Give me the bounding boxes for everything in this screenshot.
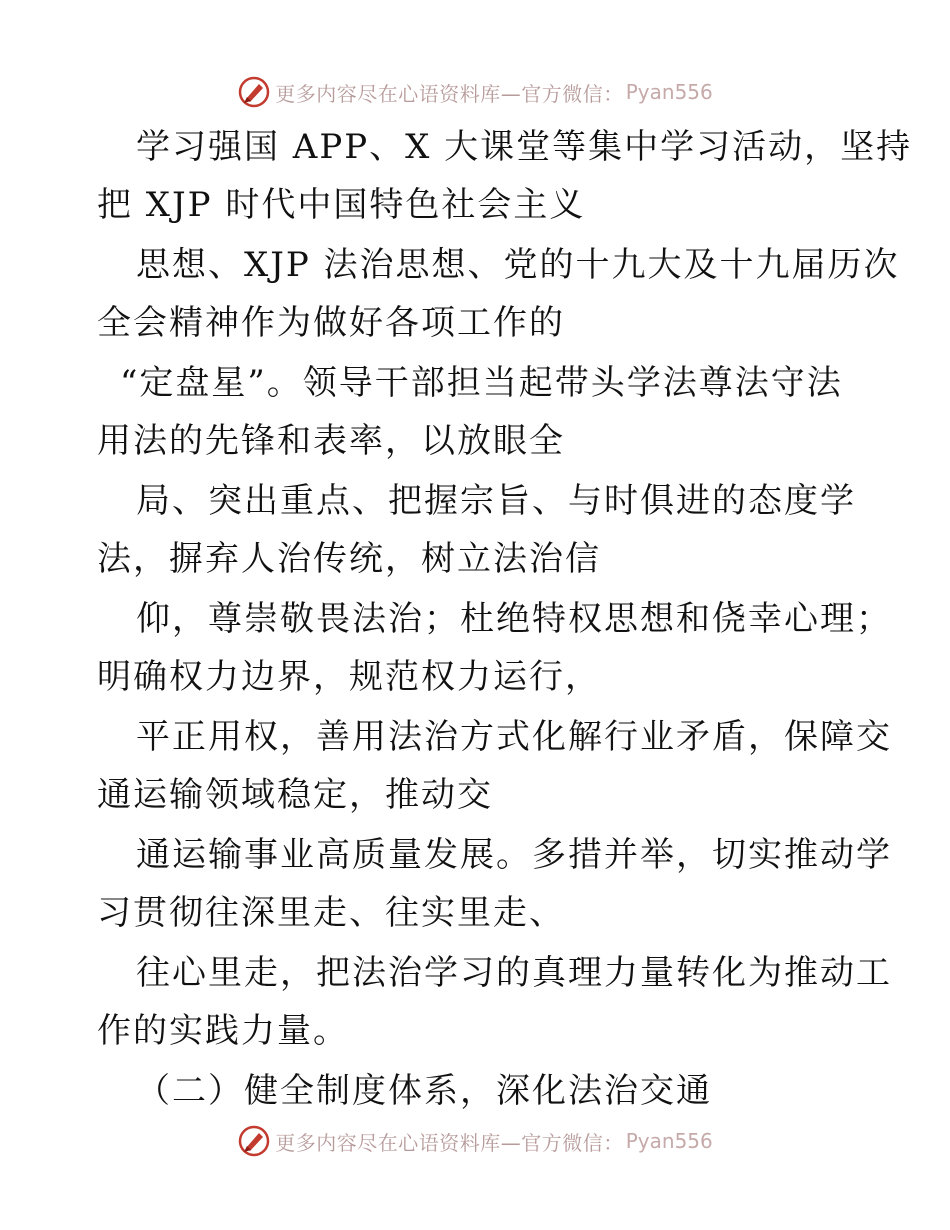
paragraph-line: 通运输事业高质量发展。多措并举，切实推动学 [136, 835, 892, 875]
paragraph-line: 作的实践力量。 [97, 1011, 349, 1051]
watermark-id: Pyan556 [625, 80, 713, 104]
paragraph-line: 思想、XJP 法治思想、党的十九大及十九届历次 [136, 245, 900, 285]
paragraph-line: 往心里走，把法治学习的真理力量转化为推动工 [136, 953, 892, 993]
paragraph-line: 用法的先锋和表率，以放眼全 [97, 421, 565, 461]
paragraph-line: 平正用权，善用法治方式化解行业矛盾，保障交 [136, 717, 892, 757]
watermark-id: Pyan556 [625, 1129, 713, 1153]
paragraph-line: “定盘星”。领导干部担当起带头学法尊法守法 [120, 363, 843, 403]
paragraph-line: 通运输领域稳定，推动交 [97, 775, 493, 815]
watermark-logo-icon [237, 1124, 271, 1158]
paragraph-line: 学习强国 APP、X 大课堂等集中学习活动，坚持 [136, 127, 913, 167]
paragraph-line: 习贯彻往深里走、往实里走、 [97, 893, 565, 933]
watermark-text: 更多内容尽在心语资料库—官方微信： [275, 81, 624, 106]
paragraph-line: 全会精神作为做好各项工作的 [97, 303, 565, 343]
paragraph-line: 局、突出重点、把握宗旨、与时俱进的态度学 [136, 481, 856, 521]
paragraph-line: 明确权力边界，规范权力运行， [97, 657, 601, 697]
paragraph-line: 仰，尊崇敬畏法治；杜绝特权思想和侥幸心理； [136, 599, 892, 639]
paragraph-line: 法，摒弃人治传统，树立法治信 [97, 539, 601, 579]
watermark-footer [0, 1121, 950, 1161]
paragraph-line: 把 XJP 时代中国特色社会主义 [97, 185, 586, 225]
section-heading: （二）健全制度体系，深化法治交通 [136, 1071, 712, 1111]
watermark-text: 更多内容尽在心语资料库—官方微信： [275, 1130, 624, 1155]
